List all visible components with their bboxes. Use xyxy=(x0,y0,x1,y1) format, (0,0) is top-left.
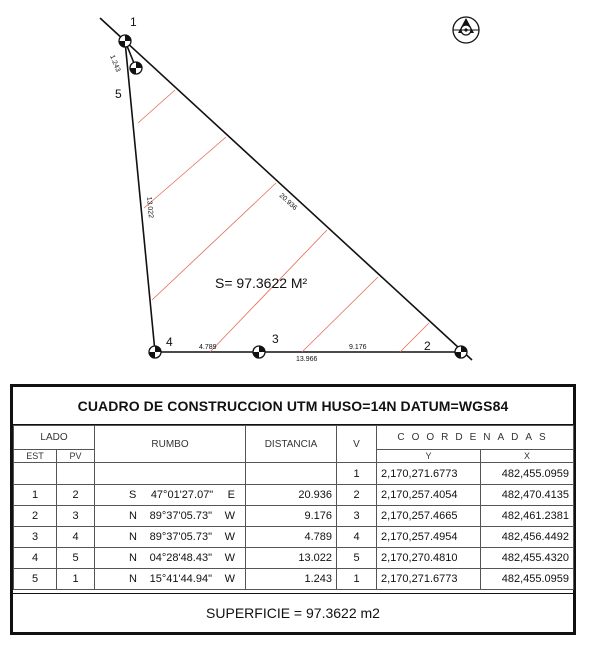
table-row xyxy=(14,506,574,527)
rumbo-angle: 89°37'05.73" xyxy=(149,510,212,522)
cell-distancia: 20.936 xyxy=(246,485,337,506)
area-label: S= 97.3622 M² xyxy=(215,275,308,291)
cell-y: 2,170,271.6773 xyxy=(377,569,481,590)
table-row xyxy=(14,569,574,590)
area-hatch xyxy=(138,90,429,352)
cell-v: 3 xyxy=(337,506,377,527)
side-length-1-2: 20.936 xyxy=(277,192,299,212)
cell-rumbo xyxy=(95,485,246,506)
cell-y: 2,170,257.4054 xyxy=(377,485,481,506)
side-length-5-1: 1.243 xyxy=(108,54,122,74)
table-header-row xyxy=(14,426,574,450)
cell-y: 2,170,257.4665 xyxy=(377,506,481,527)
table-row xyxy=(14,548,574,569)
rumbo-ew: W xyxy=(224,510,236,522)
construction-table-frame xyxy=(10,384,576,635)
cell-y: 2,170,270.4810 xyxy=(377,548,481,569)
vertex-label-3: 3 xyxy=(272,332,279,346)
rumbo-angle: 89°37'05.73" xyxy=(149,531,212,543)
cell-x: 482,456.4492 xyxy=(481,527,574,548)
table-row xyxy=(14,527,574,548)
cell-distancia: 9.176 xyxy=(246,506,337,527)
cell-pv: 1 xyxy=(57,569,95,590)
rumbo-angle: 04°28'48.43" xyxy=(149,552,212,564)
rumbo-ns: N xyxy=(129,510,137,522)
side-length-2-4: 13.966 xyxy=(296,356,318,363)
table-row-start xyxy=(14,463,574,485)
rumbo-angle: 15°41'44.94" xyxy=(149,573,212,585)
vertex-label-5: 5 xyxy=(115,87,122,101)
cell-y: 2,170,257.4954 xyxy=(377,527,481,548)
rumbo-ew: W xyxy=(224,552,236,564)
property-boundary xyxy=(100,18,472,360)
rumbo-ns: N xyxy=(129,573,137,585)
header-y: Y xyxy=(377,450,481,463)
vertex-label-4: 4 xyxy=(166,335,173,349)
cell-distancia: 1.243 xyxy=(246,569,337,590)
header-rumbo: RUMBO xyxy=(95,426,246,463)
rumbo-ew: W xyxy=(224,573,236,585)
table-title: CUADRO DE CONSTRUCCION UTM HUSO=14N DATUM=WGS84 xyxy=(13,387,573,425)
cell-v: 2 xyxy=(337,485,377,506)
cell-x: 482,461.2381 xyxy=(481,506,574,527)
cell-x: 482,455.4320 xyxy=(481,548,574,569)
cell-est: 3 xyxy=(14,527,57,548)
vertex-label-1: 1 xyxy=(130,15,137,29)
header-x: X xyxy=(481,450,574,463)
rumbo-ns: N xyxy=(129,552,137,564)
cell-v: 1 xyxy=(337,463,377,485)
construction-table xyxy=(13,425,574,590)
side-length-2-3: 9.176 xyxy=(349,344,367,351)
cell-pv: 2 xyxy=(57,485,95,506)
superficie-total: SUPERFICIE = 97.3622 m2 xyxy=(13,593,573,632)
cell-x: 482,455.0959 xyxy=(481,463,574,485)
cell-est: 1 xyxy=(14,485,57,506)
cell-pv: 5 xyxy=(57,548,95,569)
cell-y: 2,170,271.6773 xyxy=(377,463,481,485)
rumbo-ew: W xyxy=(224,531,236,543)
table-row xyxy=(14,485,574,506)
cell-rumbo xyxy=(95,506,246,527)
header-pv: PV xyxy=(57,450,95,463)
cell-x: 482,470.4135 xyxy=(481,485,574,506)
cell-est: 2 xyxy=(14,506,57,527)
header-lado: LADO xyxy=(14,426,95,450)
rumbo-ns: N xyxy=(129,531,137,543)
survey-marker-icon xyxy=(130,62,142,74)
rumbo-angle: 47°01'27.07" xyxy=(150,489,214,501)
cell-distancia: 13.022 xyxy=(246,548,337,569)
cell-v: 4 xyxy=(337,527,377,548)
header-v: V xyxy=(337,426,377,463)
rumbo-ew: E xyxy=(227,489,236,501)
header-est: EST xyxy=(14,450,57,463)
side-length-4-5: 13.022 xyxy=(145,196,155,219)
header-coordenadas: COORDENADAS xyxy=(377,426,574,450)
north-arrow-icon xyxy=(453,17,479,43)
cell-distancia: 4.789 xyxy=(246,527,337,548)
cell-est: 4 xyxy=(14,548,57,569)
side-length-3-4: 4.789 xyxy=(199,344,217,351)
cell-rumbo xyxy=(95,548,246,569)
cell-rumbo xyxy=(95,527,246,548)
boundary-line-1-2-extended xyxy=(100,18,472,360)
cell-x: 482,455.0959 xyxy=(481,569,574,590)
cell-v: 5 xyxy=(337,548,377,569)
survey-marker-icon xyxy=(455,346,467,358)
survey-marker-icon xyxy=(149,346,161,358)
header-distancia: DISTANCIA xyxy=(246,426,337,463)
cell-est: 5 xyxy=(14,569,57,590)
survey-marker-icon xyxy=(253,346,265,358)
cell-pv: 3 xyxy=(57,506,95,527)
cell-rumbo xyxy=(95,569,246,590)
survey-marker-icon xyxy=(119,35,131,47)
rumbo-ns: S xyxy=(129,489,137,501)
cell-pv: 4 xyxy=(57,527,95,548)
cell-v: 1 xyxy=(337,569,377,590)
vertex-label-2: 2 xyxy=(424,339,431,353)
